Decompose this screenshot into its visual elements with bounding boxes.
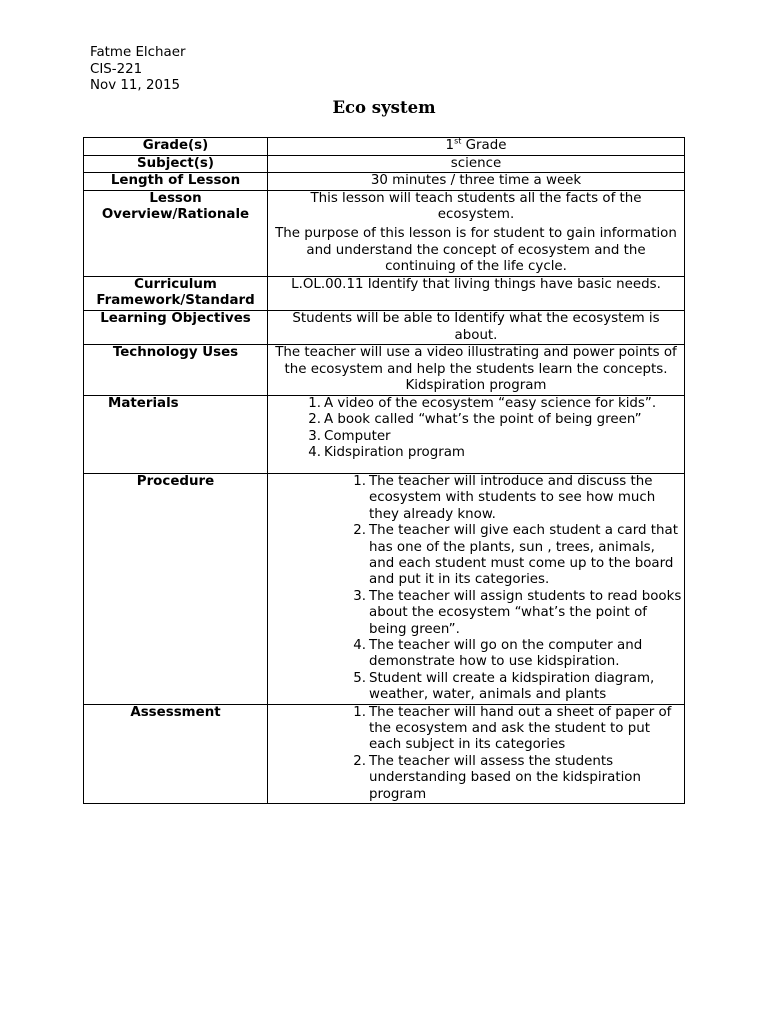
table-row-curriculum <box>84 276 685 310</box>
procedure-value <box>268 473 685 704</box>
procedure-list <box>272 474 680 704</box>
overview-label: Lesson Overview/Rationale <box>84 190 268 276</box>
grade-label: Grade(s) <box>84 138 268 156</box>
list-item: 3. The teacher will assign students to read books about the ecosystem “what’s the point of being green”. <box>353 588 682 637</box>
table-row-assessment <box>84 704 685 803</box>
overview-paragraph: The purpose of this lesson is for student to gain information and understand the concept of ecosystem and the continuing of the life cycle. <box>275 225 677 275</box>
lesson-plan-table <box>83 137 685 804</box>
list-item: 5. Student will create a kidspiration diagram, weather, water, animals and plants <box>353 670 655 703</box>
table-row-overview <box>84 190 685 276</box>
technology-value <box>268 345 685 396</box>
length-value: 30 minutes / three time a week <box>268 173 685 191</box>
list-item: 1. The teacher will hand out a sheet of paper of the ecosystem and ask the student to put each subject in its categories <box>353 704 672 753</box>
overview-value <box>268 190 685 276</box>
grade-value <box>268 138 685 156</box>
materials-value <box>268 395 685 473</box>
list-item: 1. A video of the ecosystem “easy science for kids”. <box>308 395 657 411</box>
table-row-length <box>84 173 685 191</box>
materials-label: Materials <box>84 395 268 473</box>
assessment-list <box>272 705 680 803</box>
objectives-value: Students will be able to Identify what the ecosystem is about. <box>268 310 685 344</box>
technology-paragraph: The teacher will use a video illustrating and power points of the ecosystem and help the students learn the concepts. <box>275 345 677 377</box>
document-header <box>90 45 185 95</box>
list-item: 4. Kidspiration program <box>308 445 465 461</box>
length-label: Length of Lesson <box>84 173 268 191</box>
assessment-value <box>268 704 685 803</box>
subject-value: science <box>268 155 685 173</box>
procedure-label: Procedure <box>84 473 268 704</box>
curriculum-label: Curriculum Framework/Standard <box>84 276 268 310</box>
grade-number: 1 <box>445 138 455 153</box>
list-item: 1. The teacher will introduce and discuss the ecosystem with students to see how much they already know. <box>353 473 656 522</box>
assessment-label: Assessment <box>84 704 268 803</box>
list-item: 2. A book called “what’s the point of being green” <box>308 412 642 428</box>
grade-text: Grade <box>461 138 507 153</box>
table-row-technology <box>84 345 685 396</box>
objectives-label: Learning Objectives <box>84 310 268 344</box>
author-name: Fatme Elchaer <box>90 45 186 60</box>
course-code: CIS-221 <box>90 61 143 77</box>
table-row-procedure <box>84 473 685 704</box>
page-title: Eco system <box>332 98 436 117</box>
technology-paragraph: Kidspiration program <box>405 378 547 394</box>
list-item: 3. Computer <box>308 428 391 444</box>
table-row-materials <box>84 395 685 473</box>
materials-list <box>272 396 680 462</box>
list-item: 2. The teacher will give each student a card that has one of the plants, sun , trees, animals, and each student must come up to the board and put it in its categories. <box>353 523 678 588</box>
document-date: Nov 11, 2015 <box>90 78 181 94</box>
grade-ordinal-suffix: st <box>454 136 462 146</box>
list-item: 2. The teacher will assess the students understanding based on the kidspiration program <box>353 753 641 802</box>
list-item: 4. The teacher will go on the computer and demonstrate how to use kidspiration. <box>353 637 643 670</box>
table-row-subject <box>84 155 685 173</box>
overview-paragraph: This lesson will teach students all the facts of the ecosystem. <box>310 190 642 223</box>
curriculum-value: L.OL.00.11 Identify that living things have basic needs. <box>268 276 685 310</box>
table-row-objectives <box>84 310 685 344</box>
subject-label: Subject(s) <box>84 155 268 173</box>
technology-label: Technology Uses <box>84 345 268 396</box>
table-row-grade <box>84 138 685 156</box>
